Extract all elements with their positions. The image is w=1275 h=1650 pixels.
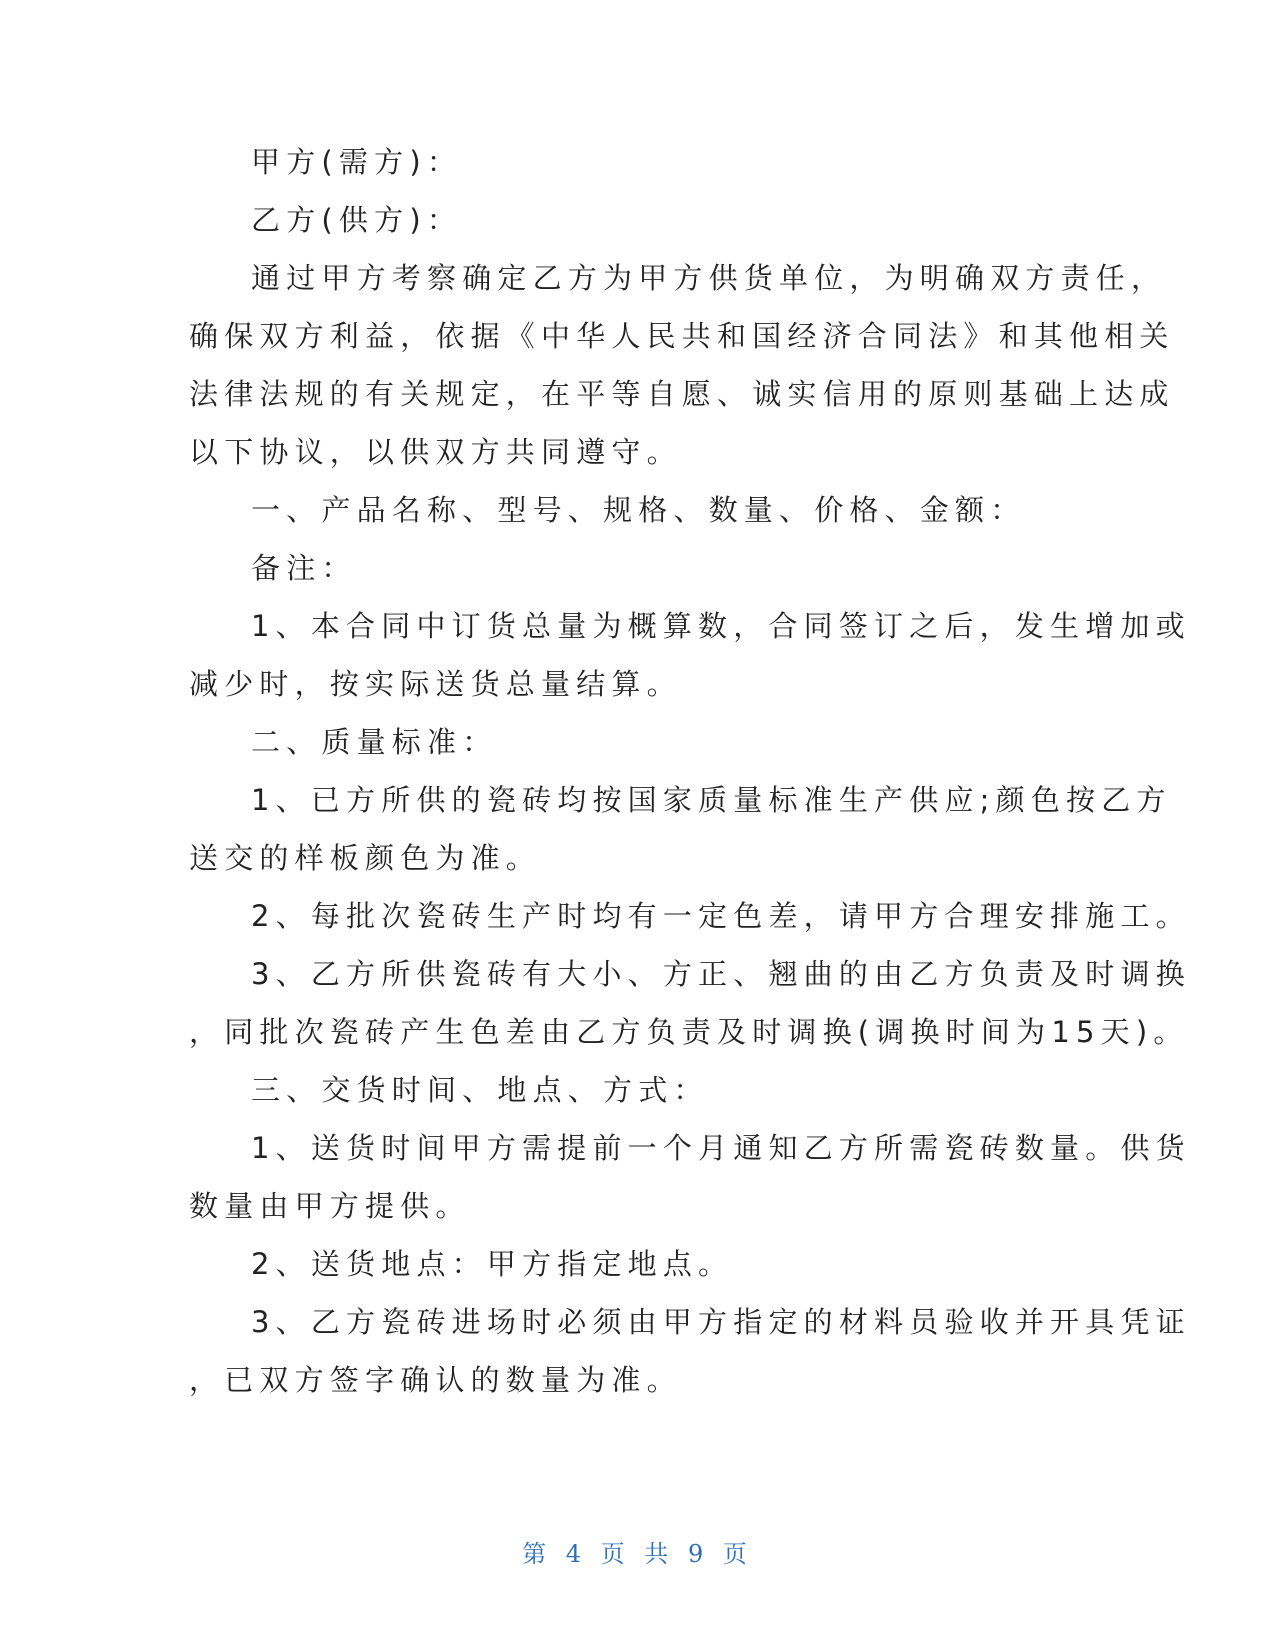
- quality-1-line-1: 1、已方所供的瓷砖均按国家质量标准生产供应;颜色按乙方: [251, 783, 1172, 817]
- remark-1-line-1: 1、本合同中订货总量为概算数，合同签订之后，发生增加或: [251, 609, 1191, 643]
- delivery-3-line-2: ，已双方签字确认的数量为准。: [189, 1363, 682, 1397]
- party-b-line: 乙方(供方)：: [251, 203, 463, 237]
- preamble-line-2: 确保双方利益，依据《中华人民共和国经济合同法》和其他相关: [189, 319, 1175, 353]
- remark-1-line-2: 减少时，按实际送货总量结算。: [189, 667, 682, 701]
- quality-3-line-2: ，同批次瓷砖产生色差由乙方负责及时调换(调换时间为15天)。: [189, 1015, 1189, 1049]
- delivery-1-line-2: 数量由甲方提供。: [189, 1189, 471, 1223]
- preamble-line-3: 法律法规的有关规定，在平等自愿、诚实信用的原则基础上达成: [189, 377, 1175, 411]
- page-indicator: 第 4 页 共 9 页: [522, 1540, 753, 1568]
- quality-2-line: 2、每批次瓷砖生产时均有一定色差，请甲方合理安排施工。: [251, 899, 1191, 933]
- quality-3-line-1: 3、乙方所供瓷砖有大小、方正、翘曲的由乙方负责及时调换: [251, 957, 1191, 991]
- preamble-line-4: 以下协议，以供双方共同遵守。: [189, 435, 682, 469]
- preamble-line-1: 通过甲方考察确定乙方为甲方供货单位，为明确双方责任，: [251, 261, 1167, 295]
- delivery-1-line-1: 1、送货时间甲方需提前一个月通知乙方所需瓷砖数量。供货: [251, 1131, 1191, 1165]
- section-1-heading: 一、产品名称、型号、规格、数量、价格、金额：: [251, 493, 1026, 527]
- delivery-2-line: 2、送货地点：甲方指定地点。: [251, 1247, 734, 1281]
- section-2-heading: 二、质量标准：: [251, 725, 498, 759]
- delivery-3-line-1: 3、乙方瓷砖进场时必须由甲方指定的材料员验收并开具凭证: [251, 1305, 1191, 1339]
- section-3-heading: 三、交货时间、地点、方式：: [251, 1073, 709, 1107]
- remarks-heading: 备注：: [251, 551, 357, 585]
- quality-1-line-2: 送交的样板颜色为准。: [189, 841, 542, 875]
- party-a-line: 甲方(需方)：: [251, 145, 463, 179]
